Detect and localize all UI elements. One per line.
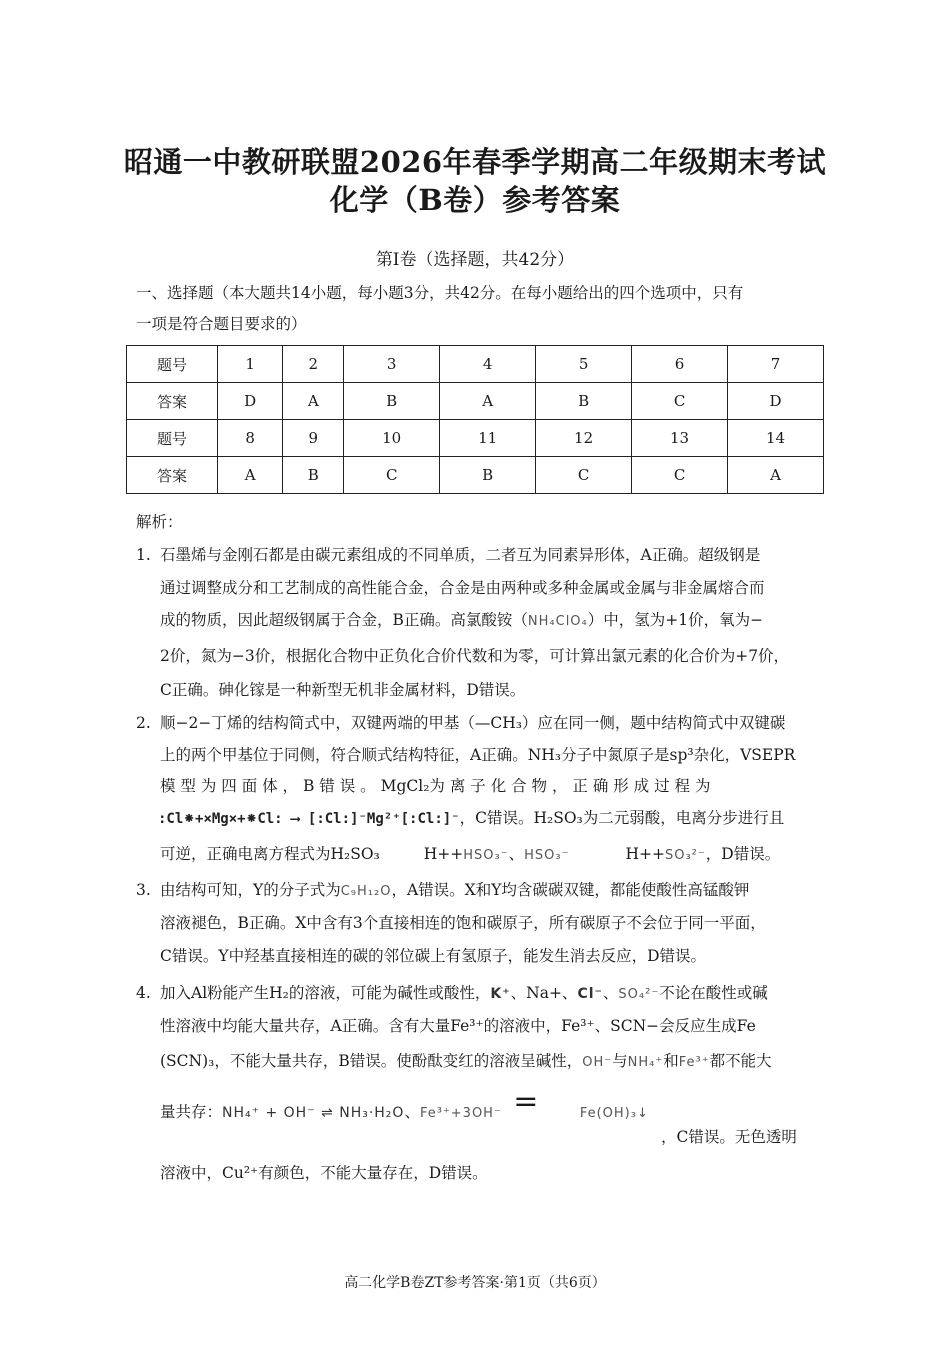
table-cell: C: [536, 457, 632, 494]
header-cell: 答案: [127, 457, 218, 494]
q4-line4-text-b: 、: [404, 1103, 420, 1121]
q2-line5-text-e: ，D错误。: [705, 845, 781, 863]
q2-line5-text-b: H++: [423, 845, 464, 863]
q1-line3: [160, 610, 763, 632]
q3-line1: [160, 880, 749, 902]
iron-ion-formula: Fe³⁺: [678, 1055, 710, 1070]
q4-line3-text-c: 和: [663, 1052, 679, 1070]
q4-line4: [160, 1084, 649, 1124]
table-row: [127, 420, 824, 457]
table-cell: 7: [728, 346, 824, 383]
table-cell: 4: [440, 346, 536, 383]
q4-number: 4.: [136, 984, 151, 1002]
answer-table: [126, 345, 824, 494]
potassium-ion-formula: K⁺: [490, 986, 511, 1002]
q3-line1-text-b: ，A错误。X和Y均含碳碳双键，都能使酸性高锰酸钾: [391, 881, 750, 899]
q2-line5-text-d: H++: [625, 845, 665, 863]
table-row: [127, 346, 824, 383]
table-row: [127, 383, 824, 420]
sulfite-formula: SO₃²⁻: [664, 848, 706, 863]
hydroxide-ion-formula: OH⁻: [582, 1055, 613, 1070]
q2-number: 2.: [136, 714, 151, 732]
header-cell: 题号: [127, 346, 218, 383]
q3-number: 3.: [136, 881, 151, 899]
iron-hydroxide-reactants: Fe³⁺+3OH⁻: [419, 1106, 502, 1121]
table-cell: 10: [344, 420, 440, 457]
molecular-formula: C₉H₁₂O: [340, 884, 392, 899]
table-row: [127, 457, 824, 494]
table-cell: C: [632, 383, 728, 420]
q4-line6: 溶液中，Cu²⁺有颜色，不能大量存在，D错误。: [160, 1164, 488, 1182]
table-cell: B: [440, 457, 536, 494]
table-cell: 6: [632, 346, 728, 383]
header-cell: 题号: [127, 420, 218, 457]
page-subtitle: 化学（B卷）参考答案: [329, 183, 621, 217]
q3-line2: 溶液褪色，B正确。X中含有3个直接相连的饱和碳原子，所有碳原子不会位于同一平面，: [160, 914, 766, 932]
sulfate-ion-formula: SO₄²⁻: [618, 987, 660, 1002]
table-cell: 1: [218, 346, 283, 383]
table-cell: 13: [632, 420, 728, 457]
q1-line3-text-a: 成的物质，因此超级钢属于合金，B正确。高氯酸铵（: [160, 611, 528, 629]
iron-hydroxide-product: Fe(OH)₃↓: [579, 1106, 649, 1121]
q4-line1-text-c: 、: [602, 984, 619, 1002]
q1-line5: C正确。砷化镓是一种新型无机非金属材料，D错误。: [160, 681, 526, 699]
table-cell: 8: [218, 420, 283, 457]
q1-number: 1.: [136, 546, 151, 564]
table-cell: 5: [536, 346, 632, 383]
page-title: 昭通一中教研联盟2026年春季学期高二年级期末考试: [123, 145, 827, 179]
q2-line1: 顺−2−丁烯的结构简式中，双键两端的甲基（—CH₃）应在同一侧，题中结构简式中双键碳: [160, 714, 786, 732]
section-title: 第Ⅰ卷（选择题，共42分）: [375, 250, 575, 270]
q2-line4: [158, 808, 784, 829]
q4-line1-text-b: 、Na+、: [510, 984, 578, 1002]
equals-sign: =: [513, 1084, 539, 1119]
q4-line3-text-a: (SCN)₃，不能大量共存，B错误。使酚酞变红的溶液呈碱性，: [160, 1052, 583, 1070]
table-cell: 14: [728, 420, 824, 457]
page-footer: 高二化学B卷ZT参考答案·第1页（共6页）: [344, 1275, 606, 1291]
table-cell: C: [344, 457, 440, 494]
bisulfite-formula: HSO₃⁻: [524, 848, 570, 863]
table-cell: 9: [283, 420, 344, 457]
q2-line3: 模 型 为 四 面 体 ， B 错 误 。 MgCl₂为 离 子 化 合 物 ， 正 确 形 成 过 程 为: [160, 777, 711, 795]
q1-line2: 通过调整成分和工艺制成的高性能合金，合金是由两种或多种金属或金属与非金属熔合而: [160, 579, 765, 597]
q4-line3-text-d: 都不能大: [709, 1052, 772, 1070]
bisulfite-formula: HSO₃⁻: [463, 848, 509, 863]
mgcl2-formation-diagram: :Cl⁕+×Mg×+⁕Cl: ⟶ [:Cl:]⁻Mg²⁺[:Cl:]⁻: [158, 811, 460, 827]
table-cell: 11: [440, 420, 536, 457]
q2-line5: [160, 844, 780, 866]
q4-line1-text-d: 不论在酸性或碱: [659, 984, 768, 1002]
table-cell: 12: [536, 420, 632, 457]
q2-line4-text: ，C错误。H₂SO₃为二元弱酸，电离分步进行且: [459, 809, 785, 827]
q1-line1: 石墨烯与金刚石都是由碳元素组成的不同单质，二者互为同素异形体，A正确。超级钢是: [160, 546, 761, 564]
q2-line5-text-a: 可逆，正确电离方程式为H₂SO₃: [160, 845, 380, 863]
table-cell: B: [283, 457, 344, 494]
table-cell: C: [632, 457, 728, 494]
q2-line5-text-c: 、: [508, 845, 525, 863]
table-cell: B: [536, 383, 632, 420]
q4-line5: ，C错误。无色透明: [661, 1128, 797, 1146]
q4-line1: [160, 983, 768, 1005]
q4-line4-text-a: 量共存：: [160, 1103, 223, 1121]
table-cell: 3: [344, 346, 440, 383]
q2-line2: 上的两个甲基位于同侧，符合顺式结构特征，A正确。NH₃分子中氮原子是sp³杂化，VSEPR: [160, 746, 796, 764]
table-cell: 2: [283, 346, 344, 383]
q3-line1-text-a: 由结构可知，Y的分子式为: [160, 881, 341, 899]
q1-line3-text-b: ）中，氢为+1价，氧为−: [587, 611, 764, 629]
ammonia-equilibrium-equation: NH₄⁺ + OH⁻ ⇌ NH₃·H₂O: [222, 1105, 405, 1121]
analysis-heading: 解析：: [136, 513, 183, 531]
table-cell: A: [440, 383, 536, 420]
section-instructions-line1: 一、选择题（本大题共14小题，每小题3分，共42分。在每小题给出的四个选项中，只有: [136, 284, 744, 302]
chloride-ion-formula: Cl⁻: [577, 986, 603, 1002]
table-cell: D: [218, 383, 283, 420]
q3-line3: C错误。Y中羟基直接相连的碳的邻位碳上有氢原子，能发生消去反应，D错误。: [160, 947, 707, 965]
q4-line3-text-b: 与: [612, 1052, 628, 1070]
ammonium-ion-formula: NH₄⁺: [627, 1055, 664, 1070]
q4-line3: [160, 1051, 772, 1073]
table-cell: A: [728, 457, 824, 494]
section-instructions-line2: 一项是符合题目要求的）: [136, 315, 307, 333]
q4-line1-text-a: 加入Al粉能产生H₂的溶液，可能为碱性或酸性，: [160, 984, 491, 1002]
ammonium-perchlorate-formula: NH₄ClO₄: [527, 614, 588, 629]
table-cell: D: [728, 383, 824, 420]
table-cell: B: [344, 383, 440, 420]
q4-line2: 性溶液中均能大量共存，A正确。含有大量Fe³⁺的溶液中，Fe³⁺、SCN−会反应生成Fe: [160, 1017, 756, 1035]
table-cell: A: [218, 457, 283, 494]
q1-line4: 2价，氮为−3价，根据化合物中正负化合价代数和为零，可计算出氯元素的化合价为+7价，: [160, 647, 790, 665]
table-cell: A: [283, 383, 344, 420]
header-cell: 答案: [127, 383, 218, 420]
